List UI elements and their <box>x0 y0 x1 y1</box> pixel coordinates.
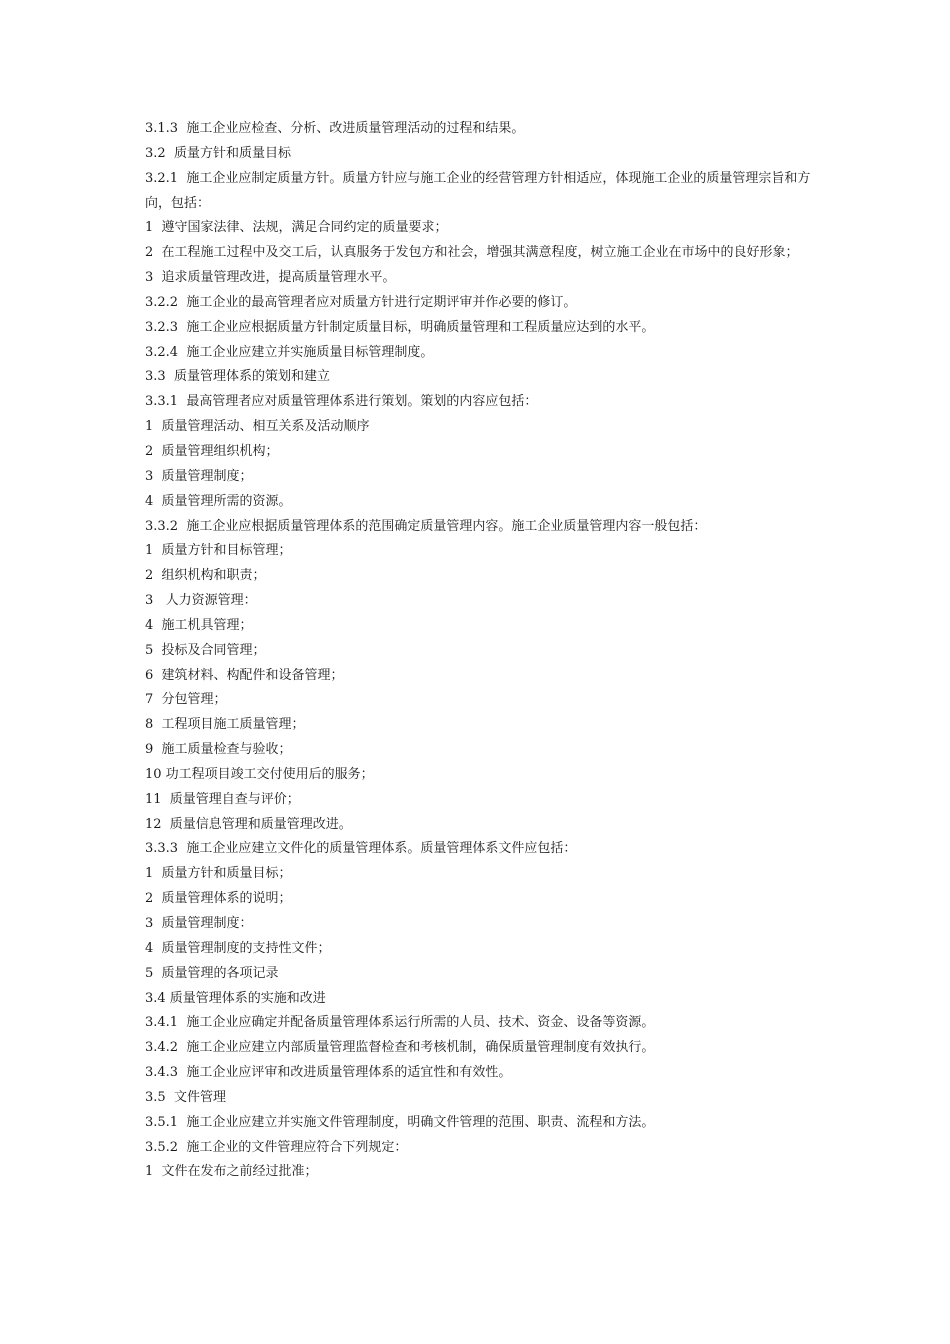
list-item: 3 质量管理制度： <box>145 916 253 931</box>
document-body <box>145 117 815 1185</box>
list-item: 4 施工机具管理； <box>145 617 253 633</box>
section-3-2-heading: 3.2 质量方针和质量目标 <box>145 145 291 161</box>
clause-3-2-1: 3.2.1 施工企业应制定质量方针。质量方针应与施工企业的经营管理方针相适应，体现施工企业的质量管理宗旨和方向，包括： <box>145 170 811 211</box>
list-item: 1 质量方针和目标管理； <box>145 543 292 559</box>
clause-3-3-2: 3.3.2 施工企业应根据质量管理体系的范围确定质量管理内容。施工企业质量管理内容一般包括： <box>145 518 707 534</box>
section-3-4-heading: 3.4 质量管理体系的实施和改进 <box>145 990 326 1006</box>
clause-3-5-2: 3.5.2 施工企业的文件管理应符合下列规定： <box>145 1139 408 1155</box>
clause-3-3-3: 3.3.3 施工企业应建立文件化的质量管理体系。质量管理体系文件应包括： <box>145 841 577 857</box>
list-item: 2 组织机构和职责； <box>145 568 266 584</box>
clause-3-2-2: 3.2.2 施工企业的最高管理者应对质量方针进行定期评审并作必要的修订。 <box>145 294 577 310</box>
section-3-5-heading: 3.5 文件管理 <box>145 1089 226 1105</box>
clause-3-3-1: 3.3.1 最高管理者应对质量管理体系进行策划。策划的内容应包括： <box>145 394 538 410</box>
clause-3-4-2: 3.4.2 施工企业应建立内部质量管理监督检查和考核机制，确保质量管理制度有效执行。 <box>145 1040 655 1056</box>
list-item: 2 在工程施工过程中及交工后，认真服务于发包方和社会，增强其满意程度，树立施工企业在市场中的良好形象； <box>145 245 799 261</box>
list-item: 7 分包管理； <box>145 692 227 708</box>
list-item: 4 质量管理所需的资源。 <box>145 493 292 509</box>
list-item: 8 工程项目施工质量管理； <box>145 717 305 733</box>
list-item: 12 质量信息管理和质量管理改进。 <box>145 816 352 832</box>
list-item: 3 质量管理制度； <box>145 468 253 484</box>
list-item: 5 投标及合同管理； <box>145 642 266 658</box>
list-item: 3 追求质量管理改进，提高质量管理水平。 <box>145 270 396 286</box>
list-item: 1 遵守国家法律、法规，满足合同约定的质量要求； <box>145 220 448 236</box>
clause-3-4-3: 3.4.3 施工企业应评审和改进质量管理体系的适宜性和有效性。 <box>145 1065 512 1081</box>
list-item: 2 质量管理组织机构； <box>145 443 279 459</box>
list-item: 11 质量管理自查与评价； <box>145 791 300 807</box>
clause-3-1-3: 3.1.3 施工企业应检查、分析、改进质量管理活动的过程和结果。 <box>145 121 525 136</box>
section-3-3-heading: 3.3 质量管理体系的策划和建立 <box>145 369 330 385</box>
list-item: 9 施工质量检查与验收； <box>145 742 292 758</box>
list-item: 1 质量管理活动、相互关系及活动顺序 <box>145 419 370 435</box>
list-item: 1 文件在发布之前经过批准； <box>145 1164 318 1180</box>
list-item: 6 建筑材料、构配件和设备管理； <box>145 667 344 683</box>
list-item: 1 质量方针和质量目标； <box>145 866 292 882</box>
clause-3-2-4: 3.2.4 施工企业应建立并实施质量目标管理制度。 <box>145 344 434 360</box>
list-item: 5 质量管理的各项记录 <box>145 965 279 981</box>
clause-3-2-3: 3.2.3 施工企业应根据质量方针制定质量目标，明确质量管理和工程质量应达到的水平。 <box>145 319 655 335</box>
list-item: 10 功工程项目竣工交付使用后的服务； <box>145 766 374 782</box>
list-item: 4 质量管理制度的支持性文件； <box>145 940 331 956</box>
list-item: 3 人力资源管理： <box>145 593 257 609</box>
list-item: 2 质量管理体系的说明； <box>145 891 292 907</box>
clause-3-5-1: 3.5.1 施工企业应建立并实施文件管理制度，明确文件管理的范围、职责、流程和方法。 <box>145 1114 655 1130</box>
clause-3-4-1: 3.4.1 施工企业应确定并配备质量管理体系运行所需的人员、技术、资金、设备等资源。 <box>145 1015 655 1031</box>
